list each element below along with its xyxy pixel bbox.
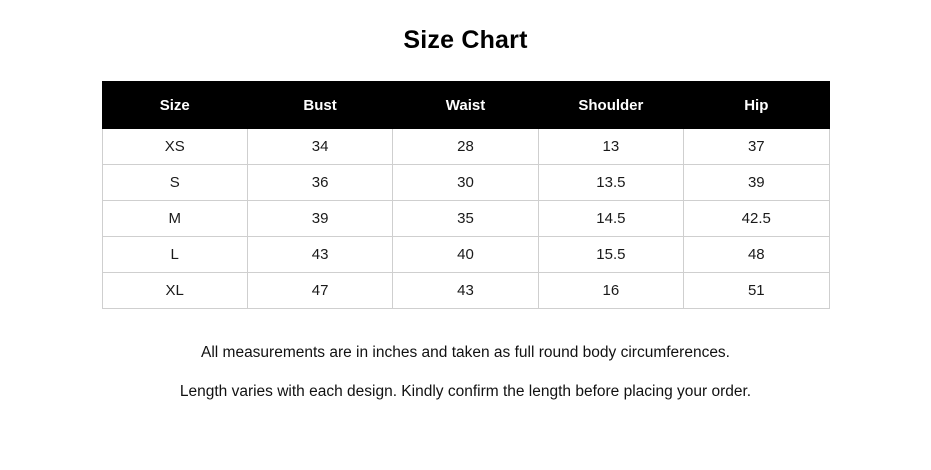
- column-header-size: Size: [102, 82, 247, 129]
- table-row: [102, 237, 829, 273]
- note-measurements: All measurements are in inches and taken as full round body circumferences.: [201, 344, 730, 361]
- table-body: [102, 129, 829, 309]
- cell-shoulder: 15.5: [538, 237, 683, 273]
- column-header-bust: Bust: [247, 82, 392, 129]
- cell-hip: 42.5: [684, 201, 829, 237]
- notes-section: [0, 343, 931, 403]
- page-title: Size Chart: [403, 26, 528, 54]
- table-row: [102, 273, 829, 309]
- column-header-waist: Waist: [393, 82, 538, 129]
- cell-waist: 28: [393, 129, 538, 165]
- table-header-row: [102, 82, 829, 129]
- cell-waist: 35: [393, 201, 538, 237]
- cell-bust: 39: [247, 201, 392, 237]
- table-row: [102, 201, 829, 237]
- size-chart-table: [102, 81, 830, 309]
- note-length: Length varies with each design. Kindly confirm the length before placing your order.: [179, 382, 752, 400]
- cell-hip: 39: [684, 165, 829, 201]
- column-header-shoulder: Shoulder: [538, 82, 683, 129]
- cell-shoulder: 14.5: [538, 201, 683, 237]
- cell-bust: 47: [247, 273, 392, 309]
- table-header: [102, 82, 829, 129]
- cell-size: XL: [102, 273, 247, 309]
- cell-size: S: [102, 165, 247, 201]
- cell-shoulder: 16: [538, 273, 683, 309]
- size-chart-table-wrapper: [102, 81, 830, 309]
- cell-size: M: [102, 201, 247, 237]
- cell-bust: 43: [247, 237, 392, 273]
- table-row: [102, 165, 829, 201]
- cell-size: L: [102, 237, 247, 273]
- cell-hip: 48: [684, 237, 829, 273]
- cell-bust: 34: [247, 129, 392, 165]
- cell-bust: 36: [247, 165, 392, 201]
- cell-waist: 43: [393, 273, 538, 309]
- cell-shoulder: 13: [538, 129, 683, 165]
- cell-waist: 40: [393, 237, 538, 273]
- cell-size: XS: [102, 129, 247, 165]
- cell-waist: 30: [393, 165, 538, 201]
- cell-hip: 37: [684, 129, 829, 165]
- cell-shoulder: 13.5: [538, 165, 683, 201]
- table-row: [102, 129, 829, 165]
- cell-hip: 51: [684, 273, 829, 309]
- column-header-hip: Hip: [684, 82, 829, 129]
